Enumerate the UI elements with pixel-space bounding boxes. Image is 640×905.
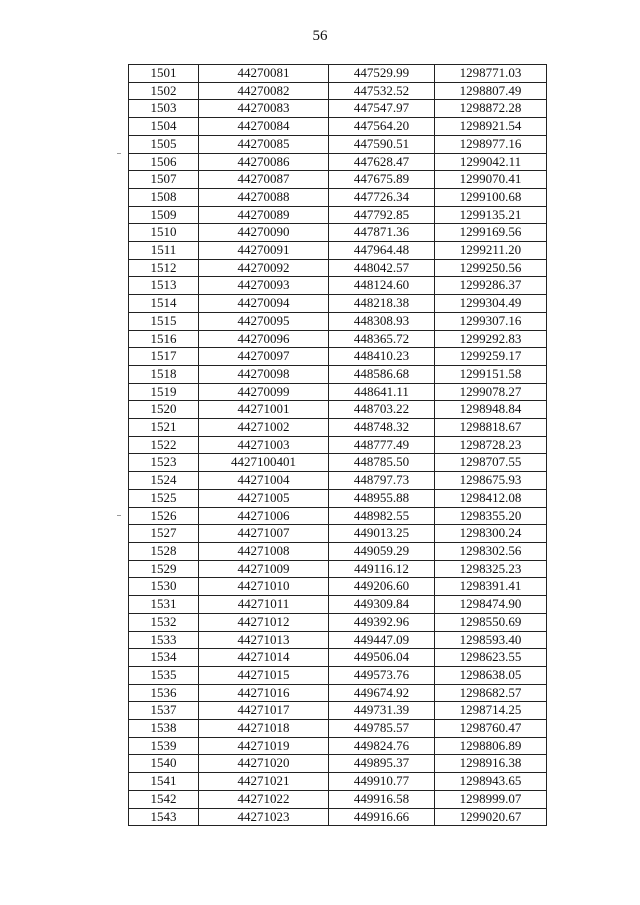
table-row (129, 242, 547, 260)
x-coordinate-cell: 449824.76 (329, 737, 435, 755)
table-row (129, 684, 547, 702)
x-coordinate-cell: 449895.37 (329, 755, 435, 773)
point-code-cell: 44271009 (199, 560, 329, 578)
table-row (129, 737, 547, 755)
table-row (129, 631, 547, 649)
point-number-cell: 1520 (129, 401, 199, 419)
x-coordinate-cell: 449785.57 (329, 720, 435, 738)
table-row (129, 65, 547, 83)
point-code-cell: 44271021 (199, 773, 329, 791)
point-number-cell: 1517 (129, 348, 199, 366)
margin-mark (117, 515, 121, 516)
x-coordinate-cell: 447628.47 (329, 153, 435, 171)
point-code-cell: 44270090 (199, 224, 329, 242)
point-number-cell: 1521 (129, 419, 199, 437)
y-coordinate-cell: 1298818.67 (435, 419, 547, 437)
x-coordinate-cell: 448748.32 (329, 419, 435, 437)
table-row (129, 206, 547, 224)
point-number-cell: 1511 (129, 242, 199, 260)
point-number-cell: 1530 (129, 578, 199, 596)
table-row (129, 135, 547, 153)
table-row (129, 790, 547, 808)
point-number-cell: 1524 (129, 472, 199, 490)
y-coordinate-cell: 1298638.05 (435, 666, 547, 684)
point-code-cell: 44270092 (199, 259, 329, 277)
table-row (129, 118, 547, 136)
y-coordinate-cell: 1298771.03 (435, 65, 547, 83)
margin-mark (117, 153, 121, 154)
y-coordinate-cell: 1299020.67 (435, 808, 547, 826)
y-coordinate-cell: 1298675.93 (435, 472, 547, 490)
y-coordinate-cell: 1298916.38 (435, 755, 547, 773)
point-number-cell: 1516 (129, 330, 199, 348)
table-row (129, 383, 547, 401)
point-number-cell: 1519 (129, 383, 199, 401)
y-coordinate-cell: 1298728.23 (435, 436, 547, 454)
point-code-cell: 44270081 (199, 65, 329, 83)
x-coordinate-cell: 449447.09 (329, 631, 435, 649)
point-code-cell: 4427100401 (199, 454, 329, 472)
table-row (129, 100, 547, 118)
x-coordinate-cell: 447529.99 (329, 65, 435, 83)
table-body (129, 65, 547, 826)
point-code-cell: 44271011 (199, 596, 329, 614)
table-row (129, 171, 547, 189)
point-code-cell: 44270093 (199, 277, 329, 295)
point-code-cell: 44270096 (199, 330, 329, 348)
y-coordinate-cell: 1298302.56 (435, 542, 547, 560)
y-coordinate-cell: 1298872.28 (435, 100, 547, 118)
point-code-cell: 44271012 (199, 613, 329, 631)
table-row (129, 259, 547, 277)
x-coordinate-cell: 448365.72 (329, 330, 435, 348)
point-code-cell: 44271018 (199, 720, 329, 738)
point-number-cell: 1514 (129, 295, 199, 313)
x-coordinate-cell: 449506.04 (329, 649, 435, 667)
point-number-cell: 1541 (129, 773, 199, 791)
point-number-cell: 1512 (129, 259, 199, 277)
y-coordinate-cell: 1298474.90 (435, 596, 547, 614)
point-code-cell: 44270084 (199, 118, 329, 136)
point-number-cell: 1543 (129, 808, 199, 826)
x-coordinate-cell: 447675.89 (329, 171, 435, 189)
point-code-cell: 44271023 (199, 808, 329, 826)
point-code-cell: 44271004 (199, 472, 329, 490)
x-coordinate-cell: 447792.85 (329, 206, 435, 224)
point-number-cell: 1531 (129, 596, 199, 614)
point-code-cell: 44270088 (199, 188, 329, 206)
point-code-cell: 44271005 (199, 489, 329, 507)
point-number-cell: 1533 (129, 631, 199, 649)
point-number-cell: 1522 (129, 436, 199, 454)
x-coordinate-cell: 448218.38 (329, 295, 435, 313)
point-code-cell: 44270083 (199, 100, 329, 118)
y-coordinate-cell: 1299211.20 (435, 242, 547, 260)
point-number-cell: 1505 (129, 135, 199, 153)
table-row (129, 525, 547, 543)
x-coordinate-cell: 448586.68 (329, 365, 435, 383)
x-coordinate-cell: 447590.51 (329, 135, 435, 153)
point-number-cell: 1538 (129, 720, 199, 738)
table-row (129, 507, 547, 525)
x-coordinate-cell: 449916.58 (329, 790, 435, 808)
table-row (129, 454, 547, 472)
point-number-cell: 1539 (129, 737, 199, 755)
point-number-cell: 1537 (129, 702, 199, 720)
table-row (129, 720, 547, 738)
y-coordinate-cell: 1298550.69 (435, 613, 547, 631)
table-row (129, 808, 547, 826)
table-row (129, 596, 547, 614)
point-number-cell: 1501 (129, 65, 199, 83)
y-coordinate-cell: 1298623.55 (435, 649, 547, 667)
x-coordinate-cell: 449573.76 (329, 666, 435, 684)
x-coordinate-cell: 448982.55 (329, 507, 435, 525)
y-coordinate-cell: 1299042.11 (435, 153, 547, 171)
table-row (129, 649, 547, 667)
table-row (129, 312, 547, 330)
point-code-cell: 44271020 (199, 755, 329, 773)
y-coordinate-cell: 1298977.16 (435, 135, 547, 153)
point-code-cell: 44270097 (199, 348, 329, 366)
y-coordinate-cell: 1298948.84 (435, 401, 547, 419)
y-coordinate-cell: 1299151.58 (435, 365, 547, 383)
y-coordinate-cell: 1299304.49 (435, 295, 547, 313)
point-number-cell: 1526 (129, 507, 199, 525)
point-number-cell: 1540 (129, 755, 199, 773)
y-coordinate-cell: 1299100.68 (435, 188, 547, 206)
table-row (129, 277, 547, 295)
y-coordinate-cell: 1298300.24 (435, 525, 547, 543)
y-coordinate-cell: 1298921.54 (435, 118, 547, 136)
y-coordinate-cell: 1298943.65 (435, 773, 547, 791)
y-coordinate-cell: 1299169.56 (435, 224, 547, 242)
y-coordinate-cell: 1298682.57 (435, 684, 547, 702)
point-code-cell: 44270094 (199, 295, 329, 313)
table-row (129, 419, 547, 437)
point-code-cell: 44270095 (199, 312, 329, 330)
table-row (129, 401, 547, 419)
x-coordinate-cell: 448703.22 (329, 401, 435, 419)
point-code-cell: 44271019 (199, 737, 329, 755)
x-coordinate-cell: 449116.12 (329, 560, 435, 578)
point-number-cell: 1518 (129, 365, 199, 383)
y-coordinate-cell: 1299292.83 (435, 330, 547, 348)
x-coordinate-cell: 449059.29 (329, 542, 435, 560)
x-coordinate-cell: 448410.23 (329, 348, 435, 366)
point-code-cell: 44270086 (199, 153, 329, 171)
y-coordinate-cell: 1298325.23 (435, 560, 547, 578)
point-number-cell: 1528 (129, 542, 199, 560)
y-coordinate-cell: 1298707.55 (435, 454, 547, 472)
x-coordinate-cell: 449916.66 (329, 808, 435, 826)
y-coordinate-cell: 1298999.07 (435, 790, 547, 808)
point-number-cell: 1534 (129, 649, 199, 667)
point-code-cell: 44271003 (199, 436, 329, 454)
y-coordinate-cell: 1298806.89 (435, 737, 547, 755)
y-coordinate-cell: 1298355.20 (435, 507, 547, 525)
point-code-cell: 44271015 (199, 666, 329, 684)
point-code-cell: 44270099 (199, 383, 329, 401)
y-coordinate-cell: 1299250.56 (435, 259, 547, 277)
point-number-cell: 1535 (129, 666, 199, 684)
point-number-cell: 1504 (129, 118, 199, 136)
point-code-cell: 44271014 (199, 649, 329, 667)
point-number-cell: 1507 (129, 171, 199, 189)
y-coordinate-cell: 1298807.49 (435, 82, 547, 100)
point-code-cell: 44271017 (199, 702, 329, 720)
x-coordinate-cell: 447964.48 (329, 242, 435, 260)
x-coordinate-cell: 449910.77 (329, 773, 435, 791)
y-coordinate-cell: 1299070.41 (435, 171, 547, 189)
x-coordinate-cell: 448797.73 (329, 472, 435, 490)
table-row (129, 436, 547, 454)
point-code-cell: 44270085 (199, 135, 329, 153)
x-coordinate-cell: 449674.92 (329, 684, 435, 702)
y-coordinate-cell: 1298593.40 (435, 631, 547, 649)
x-coordinate-cell: 448785.50 (329, 454, 435, 472)
y-coordinate-cell: 1298714.25 (435, 702, 547, 720)
point-code-cell: 44271013 (199, 631, 329, 649)
x-coordinate-cell: 447547.97 (329, 100, 435, 118)
x-coordinate-cell: 449206.60 (329, 578, 435, 596)
y-coordinate-cell: 1299135.21 (435, 206, 547, 224)
table-row (129, 82, 547, 100)
point-number-cell: 1527 (129, 525, 199, 543)
table-row (129, 295, 547, 313)
x-coordinate-cell: 448641.11 (329, 383, 435, 401)
table-row (129, 613, 547, 631)
x-coordinate-cell: 448124.60 (329, 277, 435, 295)
x-coordinate-cell: 447532.52 (329, 82, 435, 100)
x-coordinate-cell: 448308.93 (329, 312, 435, 330)
coordinates-table (128, 64, 547, 826)
y-coordinate-cell: 1298412.08 (435, 489, 547, 507)
point-number-cell: 1515 (129, 312, 199, 330)
point-code-cell: 44271002 (199, 419, 329, 437)
point-code-cell: 44271001 (199, 401, 329, 419)
y-coordinate-cell: 1298760.47 (435, 720, 547, 738)
point-number-cell: 1542 (129, 790, 199, 808)
table-row (129, 542, 547, 560)
point-number-cell: 1525 (129, 489, 199, 507)
x-coordinate-cell: 449013.25 (329, 525, 435, 543)
y-coordinate-cell: 1299078.27 (435, 383, 547, 401)
table-row (129, 472, 547, 490)
point-code-cell: 44271016 (199, 684, 329, 702)
point-code-cell: 44271022 (199, 790, 329, 808)
point-number-cell: 1503 (129, 100, 199, 118)
point-number-cell: 1523 (129, 454, 199, 472)
table-row (129, 188, 547, 206)
table-row (129, 702, 547, 720)
x-coordinate-cell: 448955.88 (329, 489, 435, 507)
x-coordinate-cell: 449731.39 (329, 702, 435, 720)
point-code-cell: 44270082 (199, 82, 329, 100)
point-number-cell: 1529 (129, 560, 199, 578)
table-row (129, 773, 547, 791)
point-code-cell: 44270091 (199, 242, 329, 260)
point-code-cell: 44270089 (199, 206, 329, 224)
point-number-cell: 1508 (129, 188, 199, 206)
point-code-cell: 44271007 (199, 525, 329, 543)
table-row (129, 365, 547, 383)
table-row (129, 578, 547, 596)
table-row (129, 666, 547, 684)
x-coordinate-cell: 447871.36 (329, 224, 435, 242)
x-coordinate-cell: 448777.49 (329, 436, 435, 454)
point-code-cell: 44270098 (199, 365, 329, 383)
point-number-cell: 1506 (129, 153, 199, 171)
table-row (129, 348, 547, 366)
point-number-cell: 1509 (129, 206, 199, 224)
table-row (129, 489, 547, 507)
point-code-cell: 44271006 (199, 507, 329, 525)
table-row (129, 153, 547, 171)
y-coordinate-cell: 1299307.16 (435, 312, 547, 330)
y-coordinate-cell: 1299286.37 (435, 277, 547, 295)
table-row (129, 755, 547, 773)
x-coordinate-cell: 448042.57 (329, 259, 435, 277)
point-number-cell: 1532 (129, 613, 199, 631)
page-number: 56 (312, 28, 328, 44)
point-code-cell: 44271008 (199, 542, 329, 560)
point-code-cell: 44271010 (199, 578, 329, 596)
point-code-cell: 44270087 (199, 171, 329, 189)
x-coordinate-cell: 449309.84 (329, 596, 435, 614)
point-number-cell: 1502 (129, 82, 199, 100)
point-number-cell: 1513 (129, 277, 199, 295)
point-number-cell: 1510 (129, 224, 199, 242)
x-coordinate-cell: 447564.20 (329, 118, 435, 136)
y-coordinate-cell: 1298391.41 (435, 578, 547, 596)
table-row (129, 330, 547, 348)
x-coordinate-cell: 449392.96 (329, 613, 435, 631)
table-row (129, 560, 547, 578)
x-coordinate-cell: 447726.34 (329, 188, 435, 206)
point-number-cell: 1536 (129, 684, 199, 702)
y-coordinate-cell: 1299259.17 (435, 348, 547, 366)
table-row (129, 224, 547, 242)
